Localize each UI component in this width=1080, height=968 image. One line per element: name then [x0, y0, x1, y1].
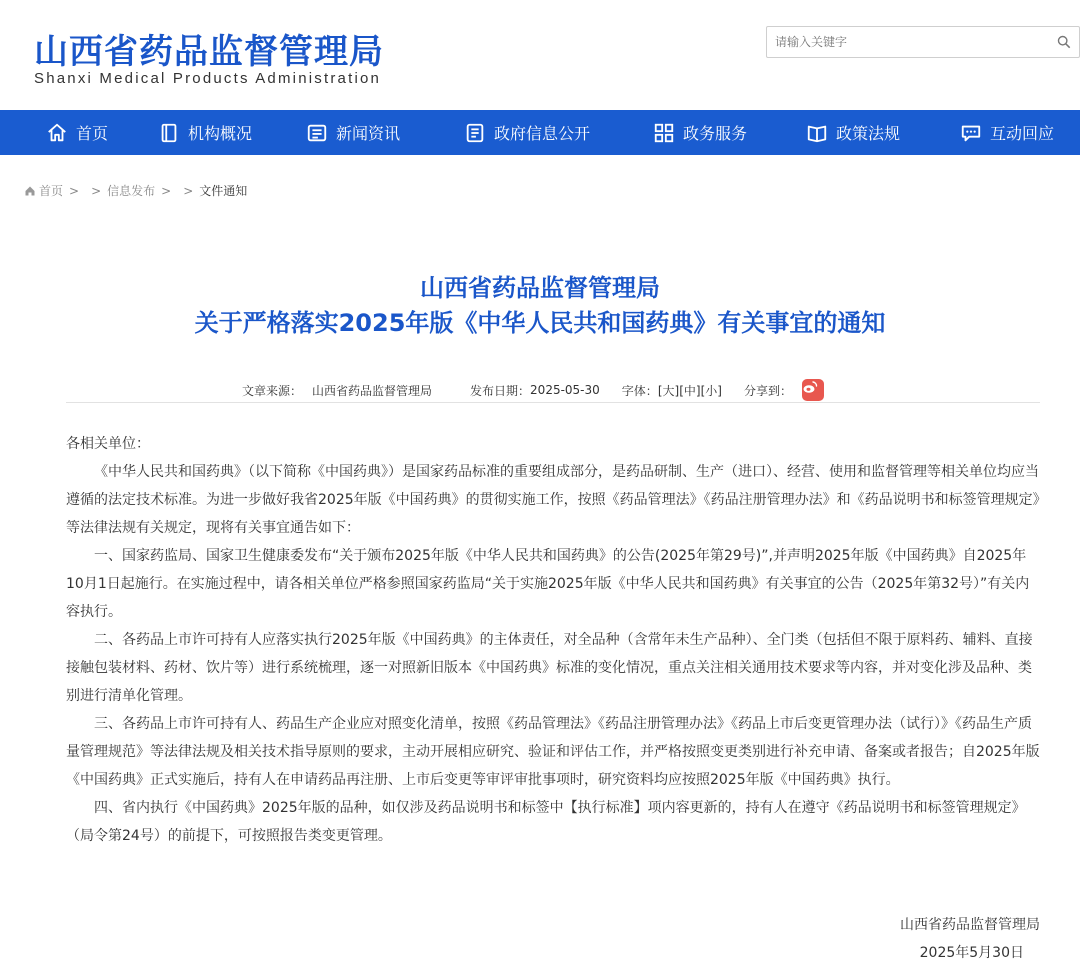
divider [66, 402, 1040, 403]
nav-label: 政策法规 [836, 124, 901, 143]
news-icon [306, 122, 328, 144]
breadcrumb [24, 182, 247, 199]
article-title-line1: 山西省药品监督管理局 [420, 274, 660, 302]
site-logo-title[interactable]: 山西省药品监督管理局 [34, 32, 384, 72]
article-paragraph: 一、国家药监局、国家卫生健康委发布“关于颁布2025年版《中华人民共和国药典》的公告(2025年第29号)”,并声明2025年版《中国药典》自2025年10月1日起施行。在实施过程中，请各相关单位严格参照国家药监局“关于实施2025年版《中华人民共和国药典》有关事宜的公告（2025年第32号）”有关内容执行。 [66, 548, 1030, 620]
home-icon [46, 122, 68, 144]
weibo-icon [802, 379, 818, 395]
weibo-share-icon[interactable] [802, 379, 824, 401]
nav-item-gov-info[interactable] [464, 110, 590, 155]
document-icon [464, 122, 486, 144]
article-paragraph: 三、各药品上市许可持有人、药品生产企业应对照变化清单，按照《药品管理法》《药品注册管理办法》《药品上市后变更管理办法（试行）》《药品生产质量管理规范》等法律法规及相关技术指导原则的要求，主动开展相应研究、验证和评估工作，并严格按照变更类别进行补充申请、备案或者报告；自2025年版《中国药典》正式实施后，持有人在申请药品再注册、上市后变更等审评审批事项时，研究资料均应按照2025年版《中国药典》执行。 [66, 716, 1040, 788]
nav-item-interaction[interactable] [960, 110, 1054, 155]
search-input[interactable] [775, 27, 1055, 57]
grid-icon [653, 122, 675, 144]
breadcrumb-separator: > [183, 183, 194, 198]
font-small-button[interactable]: [小] [700, 383, 722, 398]
article-paragraph: 《中华人民共和国药典》（以下简称《中国药典》）是国家药品标准的重要组成部分，是药品研制、生产（进口）、经营、使用和监督管理等相关单位均应当遵循的法定技术标准。为进一步做好我省2025年版《中国药典》的贯彻实施工作，按照《药品管理法》《药品注册管理办法》和《药品说明书和标签管理规定》等法律法规有关规定，现将有关事宜通告如下： [66, 464, 1040, 536]
date-label: 发布日期： [470, 383, 531, 398]
main-nav [0, 110, 1080, 155]
home-icon [24, 185, 36, 197]
nav-item-about[interactable] [158, 110, 252, 155]
source-value: 山西省药品监督管理局 [312, 383, 433, 398]
breadcrumb-current[interactable]: 文件通知 [199, 184, 248, 198]
nav-item-policy[interactable] [806, 110, 900, 155]
font-large-button[interactable]: [大] [657, 383, 680, 398]
article-paragraph: 四、省内执行《中国药典》2025年版的品种，如仅涉及药品说明书和标签中【执行标准】项内容更新的，持有人在遵守《药品说明书和标签管理规定》（局令第24号）的前提下，可按照报告类变更管理。 [66, 800, 1026, 844]
article-body [66, 430, 1042, 850]
breadcrumb-home[interactable]: 首页 [39, 184, 64, 198]
font-label: 字体： [621, 383, 658, 398]
signature-org: 山西省药品监督管理局 [900, 917, 1040, 933]
share-label: 分享到： [743, 383, 792, 398]
font-medium-button[interactable]: [中] [679, 383, 701, 398]
breadcrumb-separator: > [69, 183, 80, 198]
nav-item-home[interactable] [46, 110, 108, 155]
nav-label: 互动回应 [990, 124, 1055, 143]
nav-label: 政府信息公开 [494, 124, 591, 143]
breadcrumb-level1[interactable]: 信息发布 [107, 184, 156, 198]
nav-label: 机构概况 [188, 124, 253, 143]
salutation: 各相关单位： [66, 436, 150, 452]
source-label: 文章来源： [242, 383, 303, 398]
nav-item-services[interactable] [653, 110, 747, 155]
nav-label: 新闻资讯 [336, 124, 401, 143]
nav-label: 政务服务 [683, 124, 748, 143]
chat-icon [960, 122, 982, 144]
article-meta [242, 379, 824, 401]
article-title-line2: 关于严格落实2025年版《中华人民共和国药典》有关事宜的通知 [194, 309, 886, 337]
book-icon [158, 122, 180, 144]
breadcrumb-separator: > [161, 183, 172, 198]
law-book-icon [806, 122, 828, 144]
signature-date: 2025年5月30日 [919, 945, 1024, 961]
breadcrumb-separator: > [91, 183, 102, 198]
search-icon[interactable] [1057, 35, 1071, 49]
search-box [766, 26, 1080, 58]
nav-item-news[interactable] [306, 110, 400, 155]
article-paragraph: 二、各药品上市许可持有人应落实执行2025年版《中国药典》的主体责任，对全品种（含常年未生产品种）、全门类（包括但不限于原料药、辅料、直接接触包装材料、药材、饮片等）进行系统梳理，逐一对照新旧版本《中国药典》标准的变化情况，重点关注相关通用技术要求等内容，并对变化涉及品种、类别进行清单化管理。 [66, 632, 1033, 704]
nav-label: 首页 [76, 124, 109, 143]
date-value: 2025-05-30 [530, 383, 600, 397]
site-header [0, 0, 1080, 110]
site-logo-subtitle: Shanxi Medical Products Administration [34, 70, 382, 87]
